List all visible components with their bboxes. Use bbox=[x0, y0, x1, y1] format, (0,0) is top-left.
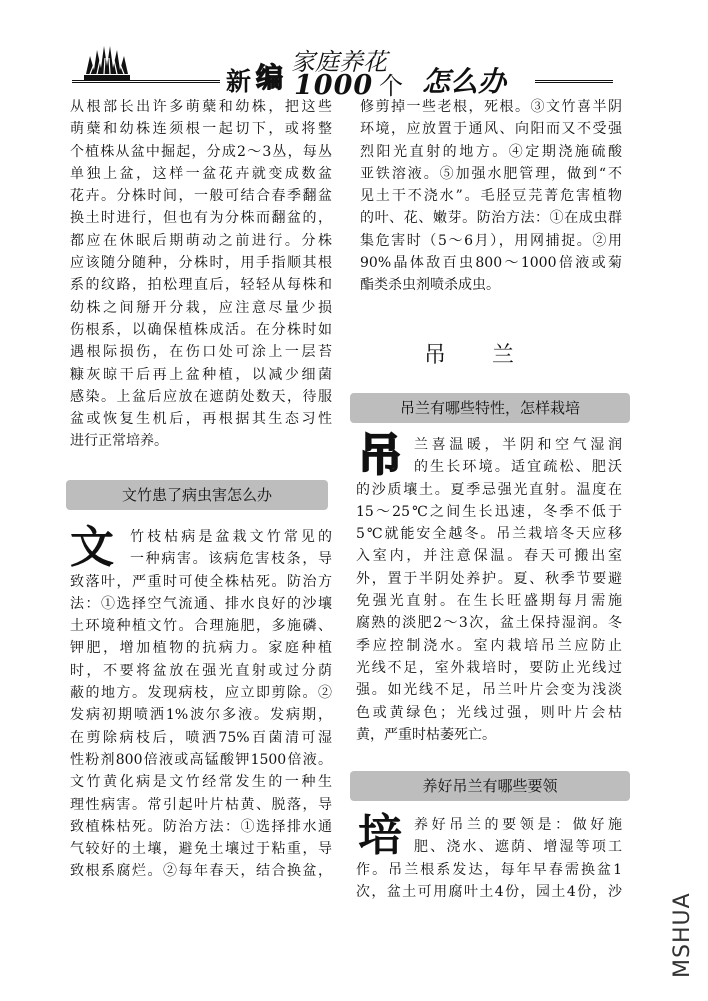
text-line: 烈阳光直射的地方。④定期浇施硫酸 bbox=[360, 143, 622, 160]
text-line: 应该随分随种，分株时，用手指顺其根 bbox=[70, 255, 332, 272]
text-line: 腐熟的淡肥2～3次，盆土保持湿润。冬 bbox=[356, 615, 622, 632]
text-line: 蔽的地方。发现病枝，应立即剪除。② bbox=[70, 685, 332, 702]
text-line: 酯类杀虫剂喷杀成虫。 bbox=[360, 277, 500, 294]
section1-intro bbox=[130, 526, 332, 571]
header-rule-right bbox=[535, 80, 613, 83]
header-zenme: 怎么办 bbox=[422, 65, 507, 98]
text-line: 都应在休眠后期萌动之前进行。分株 bbox=[70, 232, 332, 249]
text-line: 性粉剂800倍液或高锰酸钾1500倍液。 bbox=[70, 751, 332, 768]
text-line: 集危害时（5～6月），用网捕捉。②用 bbox=[360, 232, 622, 249]
text-line: 糠灰晾干后再上盆种植，以减少细菌 bbox=[70, 366, 332, 383]
text-line: 修剪掉一些老根，死根。③文竹喜半阴 bbox=[360, 99, 622, 115]
section3-body bbox=[356, 859, 622, 904]
dropcap-diao: 吊 bbox=[358, 430, 402, 481]
text-line: 的叶、花、嫩芽。防治方法：①在成虫群 bbox=[360, 210, 622, 227]
section-banner-diaolan-traits: 吊兰有哪些特性，怎样栽培 bbox=[350, 393, 630, 423]
section-title-diaolan: 吊兰 bbox=[424, 343, 561, 368]
text-line: 萌蘖和幼株连须根一起切下，或将整 bbox=[70, 121, 332, 138]
section2-body bbox=[356, 479, 622, 747]
dropcap-wen: 文 bbox=[70, 522, 114, 573]
text-line: 入室内，并注意保温。春天可搬出室 bbox=[356, 548, 622, 565]
text-line: 气较好的土壤，避免土壤过于粘重，导 bbox=[70, 841, 332, 858]
text-line: 养好吊兰的要领是：做好施 bbox=[414, 817, 622, 833]
text-line: 单独上盆，这样一盆花卉就变成数盆 bbox=[70, 165, 332, 182]
text-line: 花卉。分株时间，一般可结合春季翻盆 bbox=[70, 188, 332, 205]
text-line: 15～25℃之间生长迅速，冬季不低于 bbox=[356, 503, 622, 520]
text-line: 免强光直射。在生长旺盛期每月需施 bbox=[356, 593, 622, 610]
text-line: 90%晶体敌百虫800～1000倍液或菊 bbox=[360, 255, 622, 272]
watermark-text: MSHUA bbox=[670, 892, 695, 978]
header-rule-left bbox=[72, 80, 220, 83]
text-line: 次，盆土可用腐叶土4份，园土4份，沙 bbox=[356, 883, 622, 900]
text-line: 肥、浇水、遮荫、增湿等项工 bbox=[414, 839, 622, 856]
text-line: 色或黄绿色；光线过强，则叶片会枯 bbox=[356, 704, 622, 721]
text-line: 盆或恢复生机后，再根据其生态习性 bbox=[70, 411, 332, 428]
left-column-text bbox=[70, 96, 332, 453]
header-xin: 新 bbox=[226, 67, 252, 96]
text-line: 伤根系，以确保植株成活。在分株时如 bbox=[70, 321, 332, 338]
text-line: 遇根际损伤，在伤口处可涂上一层苔 bbox=[70, 344, 332, 361]
text-line: 强。如光线不足，吊兰叶片会变为浅淡 bbox=[356, 682, 622, 699]
text-line: 土环境种植文竹。合理施肥，多施磷、 bbox=[70, 618, 332, 635]
lotus-logo-icon bbox=[84, 44, 130, 84]
text-line: 一种病害。该病危害枝条，导 bbox=[130, 551, 332, 568]
dropcap-pei: 培 bbox=[358, 810, 402, 861]
text-line: 在剪除病枝后，喷洒75%百菌清可湿 bbox=[70, 729, 332, 746]
text-line: 发病初期喷洒1%波尔多液。发病期， bbox=[70, 707, 332, 724]
text-line: 环境，应放置于通风、向阳而又不受强 bbox=[360, 121, 622, 138]
text-line: 兰喜温暖，半阴和空气湿润 bbox=[414, 437, 622, 453]
text-line: 幼株之间掰开分栽，应注意尽量少损 bbox=[70, 299, 332, 316]
text-line: 光线不足，室外栽培时，要防止光线过 bbox=[356, 659, 622, 676]
text-line: 竹枝枯病是盆栽文竹常见的 bbox=[130, 529, 332, 545]
watermark bbox=[670, 890, 700, 990]
text-line: 致落叶，严重时可使全株枯死。防治方 bbox=[70, 573, 332, 590]
text-line: 进行正常培养。 bbox=[70, 433, 168, 450]
text-line: 外，置于半阴处养护。夏、秋季节要避 bbox=[356, 570, 622, 587]
text-line: 致植株枯死。防治方法：①选择排水通 bbox=[70, 818, 332, 835]
text-line: 从根部长出许多萌蘖和幼株，把这些 bbox=[70, 99, 332, 115]
text-line: 作。吊兰根系发达，每年早春需换盆1 bbox=[356, 861, 622, 878]
text-line: 文竹黄化病是文竹经常发生的一种生 bbox=[70, 774, 332, 791]
text-line: 换土时进行，但也有为分株而翻盆的， bbox=[70, 210, 332, 227]
section-banner-diaolan-tips: 养好吊兰有哪些要领 bbox=[350, 771, 630, 801]
section3-intro bbox=[414, 814, 622, 859]
section-banner-wenzhu: 文竹患了病虫害怎么办 bbox=[66, 480, 328, 510]
text-line: 时，不要将盆放在强光直射或过分荫 bbox=[70, 662, 332, 679]
text-line: 亚铁溶液。⑤加强水肥管理，做到“不 bbox=[360, 165, 622, 182]
text-line: 致根系腐烂。②每年春天，结合换盆， bbox=[70, 863, 332, 880]
header-subtitle: 家庭养花 bbox=[291, 48, 387, 76]
text-line: 的沙质壤土。夏季忌强光直射。温度在 bbox=[356, 481, 622, 498]
text-line: 季应控制浇水。室内栽培吊兰应防止 bbox=[356, 637, 622, 654]
text-line: 理性病害。常引起叶片枯黄、脱落，导 bbox=[70, 796, 332, 813]
text-line: 的生长环境。适宜疏松、肥沃 bbox=[414, 459, 622, 476]
text-line: 钾肥，增加植物的抗病力。家庭种植 bbox=[70, 640, 332, 657]
right-column-text bbox=[360, 96, 622, 297]
text-line: 个植株从盆中掘起，分成2～3丛，每丛 bbox=[70, 143, 332, 160]
text-line: 感染。上盆后应放在遮荫处数天，待服 bbox=[70, 388, 332, 405]
section2-intro bbox=[414, 434, 622, 479]
text-line: 系的纹路，拍松理直后，轻轻从每株和 bbox=[70, 277, 332, 294]
text-line: 黄，严重时枯萎死亡。 bbox=[356, 726, 496, 743]
text-line: 法：①选择空气流通、排水良好的沙壤 bbox=[70, 595, 332, 612]
section1-body bbox=[70, 571, 332, 883]
header-number: 1000 bbox=[294, 70, 374, 101]
header-ge: 个 bbox=[379, 72, 403, 100]
text-line: 5℃就能安全越冬。吊兰栽培冬天应移 bbox=[356, 526, 622, 543]
text-line: 见土干不浇水”。毛胫豆芫菁危害植物 bbox=[360, 188, 622, 205]
header-bian: 编 bbox=[256, 63, 283, 94]
